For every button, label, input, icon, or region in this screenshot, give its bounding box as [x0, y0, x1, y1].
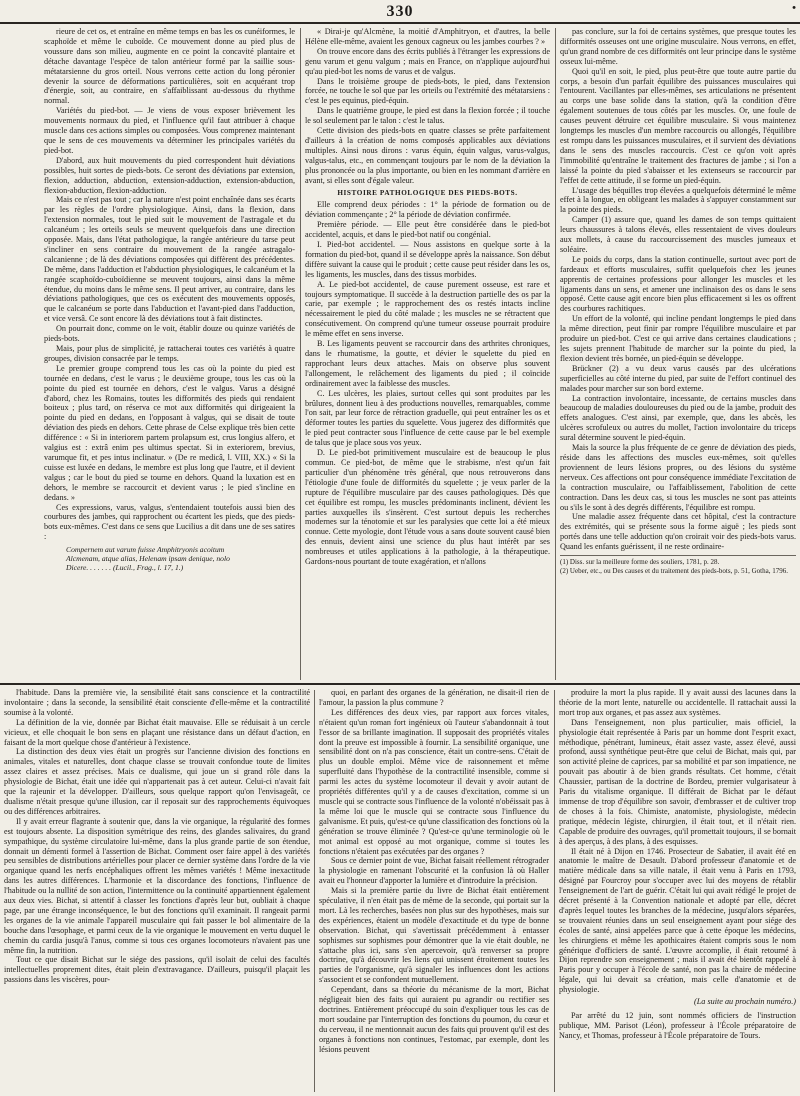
top-column-3	[560, 27, 796, 681]
paragraph: Camper (1) assure que, quand les dames de son temps quittaient leurs chaussures à talons élevés, elles ressentaient de vives douleurs aux mollets, à cause du raccourcissement des muscles jumeaux et soléaire.	[560, 215, 796, 254]
continued-note: (La suite au prochain numéro.)	[694, 997, 796, 1007]
paragraph: Sous ce dernier point de vue, Bichat faisait réellement rétrograder la physiologie en ramenant l'obscurité et la confusion là où Haller avait eu l'honneur d'apporter la lumière et d'introduire la précision.	[319, 856, 549, 886]
paragraph: produire la mort la plus rapide. Il y avait aussi des lacunes dans la théorie de la mort lente, naturelle ou accidentelle. Il rattachait aussi la mort trop aux organes, et pas assez aux systèmes.	[559, 688, 796, 717]
paragraph: Le poids du corps, dans la station continuelle, surtout avec port de fardeaux et efforts musculaires, suffit quelquefois chez les jeunes apprentis de certaines professions pour allonger les muscles et les ligaments dans un sens, et amener une inclinaison des os dans le sens opposé. Cette cause agit encore bien plus efficacement si les os offrent des courbures rachitiques.	[560, 254, 796, 314]
paragraph: La distinction des deux vies était un progrès sur l'ancienne division des fonctions en animales, vitales et naturelles, dont chaque classe se trouvait confondue toute de limites assez claires et assez précises. Mais ce dualisme, qui joue un si grand rôle dans la physiologie de Bichat, était une idée qui n'appartenait pas à cet auteur. Celui-ci n'avait fait que la rajeunir et la développer. D'ailleurs, sous quelque rapport qu'on l'envisageât, ce dualisme n'était presque qu'une illusion, car il reposait sur des rapprochements équivoques ou des différences arbitraires.	[4, 747, 310, 816]
bottom-col1-paragraphs	[4, 688, 310, 985]
bottom-col2-paragraphs	[319, 688, 549, 1055]
paragraph: A. Le pied-bot accidentel, de cause purement osseuse, est rare et toujours symptomatique. Il succède à la destruction partielle des os par la carie, par exemple ; le rapprochement des os restés intacts incline nécessairement le pied du côté malade ; les muscles ne se rétractent que consécutivement. On comprend qu'une tumeur osseuse pourrait produire le même effet en sens inverse.	[305, 279, 550, 339]
paragraph: Compernem aut varum fuisse Amphitryonis acoitum	[66, 545, 225, 555]
paragraph: I. Pied-bot accidentel. — Nous assistons en quelque sorte à la formation du pied-bot, quand il se développe après la naissance. Son début diffère suivant la cause qui le produit ; cette cause peut résider dans les os, les ligaments, les muscles, dans des tissus morbides.	[305, 240, 550, 279]
footnotes	[560, 555, 796, 575]
bottom-column-1	[4, 688, 310, 1092]
paragraph: (1) Diss. sur la meilleure forme des souliers, 1781, p. 28.	[560, 558, 720, 567]
column-divider	[314, 690, 315, 1092]
bottom-col3-paragraphs	[559, 688, 796, 995]
paragraph: l'habitude. Dans la première vie, la sensibilité était sans conscience et la contractilité involontaire ; dans la seconde, la sensibilité était consciente d'elle-même et la contractilité soumise à la volonté.	[4, 688, 310, 717]
paragraph: pas conclure, sur la foi de certains systèmes, que presque toutes les difformités osseuses ont une origine musculaire. Nous verrons, en effet, qu'un grand nombre de ces difformités ont leur principe dans le système osseux lui-même.	[560, 27, 796, 66]
top-col2b-paragraphs	[305, 200, 550, 567]
paragraph: Dans le quatrième groupe, le pied est dans la flexion forcée ; il touche le sol seulement par le talon : c'est le talus.	[305, 106, 550, 126]
lucilius-quote	[66, 545, 295, 572]
header-rule	[0, 22, 800, 24]
paragraph: Mais si la première partie du livre de Bichat était entièrement spéculative, il n'en était pas de même de la seconde, qui portait sur la mort. Là les recherches, basées non plus sur des hypothèses, mais sur des expériences, étaient un modèle d'exactitude et du type de bonne observation. Bichat, qui s'avertissait précédemment à entasser sophismes sur sophismes pour démontrer que la vie était double, ne s'attache plus ici, sans s'en apercevoir, qu'à renverser sa propre doctrine, qu'à découvrir les liens qui unissent étroitement toutes les parties de l'organisme, qu'à signaler les influences dont les actions s'associent et se confondent mutuellement.	[319, 886, 549, 985]
paragraph: Un effort de la volonté, qui incline pendant longtemps le pied dans la même direction, peut finir par rompre l'équilibre musculaire et par produire un pied-bot. C'est ce qui arrive dans certaines claudications ; les sujets prennent l'habitude de marcher sur la pointe du pied, la flexion devient très bornée, un pied-équin se développe.	[560, 314, 796, 363]
paragraph: Les différences des deux vies, par rapport aux forces vitales, n'étaient qu'un roman fort ingénieux où l'auteur s'abandonnait à tout l'essor de sa brillante imagination. Il supposait des propriétés vitales dont la preuve est impossible à fournir. La sensibilité organique, une sensibilité dont on n'a pas conscience, était un contre-sens. C'était de plus un double emploi. Même vice de raisonnement et même superfluité dans l'hypothèse de la contractilité insensible, comme si parmi les actes du système locomoteur il devait y avoir autant de propriétés différentes qu'il y a de causes d'excitation, comme si un muscle qui se contracte sous l'influence de la volonté n'obéissait pas à la même loi que le muscle qui se contracte sous l'influence du galvanisme. Et puis, qu'est-ce qu'une classification des fonctions où la génération se trouve éliminée ? Qu'est-ce qu'une terminologie où le mot animal est opposé au mot organique, comme si toutes les fonctions n'étaient pas exécutées par des organes ?	[319, 707, 549, 856]
paragraph: Dans l'enseignement, non plus particulier, mais officiel, la physiologie était représentée à Paris par un homme dont l'esprit exact, méthodique, pénétrant, lumineux, était assez vaste, assez élevé, aussi profond, aussi synthétique peut-être que celui de Bichat, mais qui, par son activité pleine de caprices, par sa mobilité et par son impatience, ne pouvait pas aboutir à de bien grands résultats. Cet homme, c'était Chaussier, partisan de la doctrine de Bordeu, premier vulgarisateur à Paris du vitalisme organique. Il différait de Bichat par le défaut immense de trop d'équilibre son savoir, d'embrasser et de cultiver trop de choses à la fois. Chimiste, anatomiste, physiologiste, médecin pratique, médecin légiste, chirurgien, il était tout, et il n'était rien. Capable de produire des ouvrages, qu'il promettait toujours, il se bornait à des aperçus, à des plans, à des esquisses.	[559, 717, 796, 846]
paragraph: Tout ce que disait Bichat sur le siége des passions, qu'il isolait de celui des facultés intellectuelles proprement dites, était plein d'extravagance. D'ailleurs, puisqu'il plaçait les passions dans les viscères, pour-	[4, 955, 310, 985]
paragraph: « Dirai-je qu'Alcmène, la moitié d'Amphitryon, et d'autres, la belle Hélène elle-même, avaient les genoux cagneux ou les jambes courbes ? »	[305, 27, 550, 46]
paragraph: La définition de la vie, donnée par Bichat était mauvaise. Elle se réduisait à un cercle vicieux, et elle choquait le bon sens en plaçant une résistance dans un défaut d'action, en faisant de la mort quelque chose d'antérieur à l'existence.	[4, 717, 310, 747]
paragraph: Elle comprend deux périodes : 1° la période de formation ou de déviation commençante ; 2° la période de déviation confirmée.	[305, 200, 550, 220]
paragraph: quoi, en parlant des organes de la génération, ne disait-il rien de l'amour, la passion la plus commune ?	[319, 688, 549, 707]
paragraph: D. Le pied-bot primitivement musculaire est de beaucoup le plus commun. Ce pied-bot, de même que le strabisme, n'est qu'un fait particulier d'un phénomène très général, que nous retrouverons dans l'étiologie d'une foule de difformités du squelette ; je veux parler de la rupture de l'équilibre musculaire par des causes pathologiques. Dès que cet équilibre est rompu, les muscles prédominants inclinent, dévient les parties auxquelles ils s'insèrent. C'est surtout depuis les recherches modernes sur la ténotomie et sur les paralysies que cette loi a été mieux connue. Cette myologie, dont l'étude vous a sans doute souvent causé bien des ennuis, devient ainsi une science du plus haut intérêt par ses nombreuses et utiles applications à la pathologie, à la thérapeutique. Gardons-nous pourtant de toute exagération, et n'allons	[305, 448, 550, 567]
bottom-column-2	[319, 688, 549, 1092]
paragraph: (2) Ueber, etc., ou Des causes et du traitement des pieds-bots, p. 51, Gotha, 1796.	[560, 566, 788, 575]
paragraph: Le premier groupe comprend tous les cas où la pointe du pied est tournée en dedans, c'est le varus ; le deuxième groupe, tous les cas où la pointe du pied est tournée en dehors, c'est le valgus. Varus a désigné d'abord, chez les Romains, toutes les difformités des pieds qui rendaient boiteux ; plus tard, on réserva ce mot aux difformités qui dirigeaient la pointe du pied en dedans, en l'opposant à valgus, qui se disait de toute déviation des pieds en dehors. Cette phrase de Celse explique très bien cette différence : « Si in interiorem partem prolapsum est, crus longius alfero, et valgius est : extrâ enim pes ultimus spectat. Si in exteriorem, brevius, varumque fit, et pes intus inclinatur. » (De re medicâ, l. VIII, XX.) « Si la cuisse est luxée en dedans, le membre est plus long que l'autre, et il devient valgus ; car le bout du pied se tourne en dehors. Quand la luxation est en dehors, le membre se raccourcit et devient varus ; le pied s'incline en dedans. »	[44, 363, 295, 502]
paragraph: L'usage des béquilles trop élevées a quelquefois déterminé le même effet à la longue, en obligeant les malades à s'appuyer constamment sur la pointe des pieds.	[560, 185, 796, 215]
paragraph: Une maladie assez fréquente dans cet hôpital, c'est la contracture des extrémités, qui se présente sous la forme aiguë ; les pieds sont portés dans une telle adduction qu'on croirait voir des pieds-bots varus. Quand les enfants guérissent, il ne reste ordinaire-	[560, 512, 796, 552]
top-col2-paragraphs	[305, 27, 550, 186]
paragraph: Alcmenam, atque alias, Helenam ipsam denique, nolo	[66, 554, 230, 564]
paragraph: Il était né à Dijon en 1746. Prosecteur de Sabatier, il avait été en anatomie le maître de Desault. D'abord professeur d'anatomie et de matière médicale dans sa ville natale, il était venu à Paris en 1793, désigné par Fourcroy pour s'occuper avec lui des moyens de rétablir l'enseignement de l'art de guérir. C'était lui qui avait rédigé le projet de décret présenté à la Convention nationale et adopté par elle, décret d'après lequel toutes les branches de la médecine, jusqu'alors séparées, se trouvaient réunies dans un seul enseignement ayant pour siége des écoles de santé, ainsi appelées parce que à cette époque les médecins, les chirurgiens et même les apothicaires étaient compris sous le nom générique d'officiers de santé. L'œuvre accomplie, il était retourné à Dijon reprendre son enseignement ; mais il avait été bientôt rappelé à Paris pour y occuper à l'école de santé, non pas la chaire de médecine légale, qui lui devait sa création, mais celle d'anatomie et de physiologie.	[559, 846, 796, 995]
paragraph: Cependant, dans sa théorie du mécanisme de la mort, Bichat négligeait bien des faits qui auraient pu agrandir ou rectifier ses doctrines. Entièrement préoccupé du soin d'expliquer tous les cas de mort soudaine par l'interruption des fonctions du poumon, du cœur et du cerveau, il ne mentionnait aucun des faits qui prouvent qu'il est des organes à fonctions non continues, l'estomac, par exemple, dont les lésions peuvent	[319, 985, 549, 1054]
column-divider	[555, 28, 556, 680]
paragraph: Brückner (2) a vu deux varus causés par des ulcérations superficielles au côté interne du pied, par suite de l'effort continuel des malades pour marcher sur son bord externe.	[560, 363, 796, 393]
paragraph: Mais, pour plus de simplicité, je rattacherai toutes ces variétés à quatre groupes, division consacrée par le temps.	[44, 344, 295, 363]
section-heading: HISTOIRE PATHOLOGIQUE DES PIEDS-BOTS.	[337, 188, 518, 197]
paragraph: Dicere. . . . . . . (Lucil., Frag., l. 17, 1.)	[66, 563, 184, 573]
paragraph: D'abord, aux huit mouvements du pied correspondent huit déviations possibles, huit sortes de pieds-bots. Ce seront des déviations par extension, flexion, adduction, abduction, extension-adduction, extension-abduction, flexion-abduction, flexion-adduction.	[44, 155, 295, 195]
corner-mark: •	[792, 2, 796, 14]
decree-paragraph: Par arrêté du 12 juin, sont nommés officiers de l'instruction publique, MM. Parisot (Léon), professeur à l'École préparatoire de Nancy, et Thomas, professeur à l'École préparatoire de Tours.	[559, 1011, 796, 1040]
paragraph: Dans le troisième groupe de pieds-bots, le pied, dans l'extension forcée, ne touche le sol que par les orteils ou l'extrémité des métatarsiens : c'est le pes equinus, pied-équin.	[305, 76, 550, 106]
paragraph: Cette division des pieds-bots en quatre classes se prête parfaitement d'ailleurs à la création de noms composés applicables aux déviations multiples. Ainsi nous dirons : varus équin, équin valgus, varus-valgus, valgus-talus, etc., en commençant toujours par le nom de la déviation la plus prononcée ou la plus importante, ou bien en les nommant d'arrière en avant, si elles sont d'égale valeur.	[305, 126, 550, 185]
paragraph: Variétés du pied-bot. — Je viens de vous exposer brièvement les mouvements normaux du pied, et l'influence qu'il faut attribuer à chaque muscle dans ces actions simples ou composées. Vous comprenez maintenant que le sens de ces mouvements va déterminer les principales variétés du pied-bot.	[44, 106, 295, 155]
paragraph: On trouve encore dans des écrits publiés à l'étranger les expressions de genu varum et genu valgum ; mais en France, on n'applique aujourd'hui qu'au pied-bot les noms de varus et de valgus.	[305, 46, 550, 76]
section-rule	[0, 683, 800, 685]
top-col3-paragraphs	[560, 27, 796, 552]
paragraph: Quoi qu'il en soit, le pied, plus peut-être que toute autre partie du corps, a besoin d'un parfait équilibre des puissances musculaires qui l'entourent. Vacillantes par elles-mêmes, ses articulations ne présentent au corps une base solide dans la station, qu'à la condition d'être également soutenues de tous côtés par les muscles. Or, une foule de causes peuvent détruire cet équilibre musculaire. Si vous maintenez longtemps les muscles d'un membre raccourcis ou allongés, l'équilibre est rompu dans les puissances musculaires, et il survient des déviations dans le sens des muscles raccourcis. C'est ce qu'on voit après l'immobilité qu'entraîne le traitement des fractures de jambe ; si l'on a laissé la pointe du pied s'abaisser et les extenseurs se raccourcir par l'effet de cette attitude, il se forme un pied-équin.	[560, 66, 796, 185]
paragraph: Il y avait erreur flagrante à soutenir que, dans la vie organique, la régularité des formes est toujours absente. La disposition symétrique des reins, des glandes salivaires, du grand sympathique, du système circulatoire lui-même, dans la plus grande partie de son étendue, donnait un démenti formel à l'assertion de Bichat. Comment oser faire appel à des variétés peu sensibles de distributions artérielles pour placer ce dernier système dans l'ordre de la vie organique quand les nerfs encéphaliques offrent les mêmes variétés ! Même inexactitude dans les autres différences. L'harmonie et la discordance des fonctions, l'influence de l'habitude ou la nullité de son action, l'intermittence ou la continuité appartiennent également aux deux vies. Bichat, si attentif à classer les fonctions d'après leur but, oubliait à chaque page, par une étrange inconséquence, le but des fonctions qu'il examinait. Il rangeait parmi les organes de la vie animale l'appareil musculaire qui fait passer le bol alimentaire de la bouche dans l'œsophage, et parmi ceux de la vie organique le mouvement en vertu duquel le chemin du cardia jusqu'à l'anus, comme si tous ces organes locomoteurs n'avaient pas une même fin, la nutrition.	[4, 816, 310, 955]
page-number: 330	[386, 3, 414, 20]
paragraph: Première période. — Elle peut être considérée dans le pied-bot accidentel, acquis, et dans le pied-bot natif ou congénial.	[305, 220, 550, 240]
paragraph: La contraction involontaire, incessante, de certains muscles dans beaucoup de maladies douloureuses du pied ou de la jambe, produit des effets analogues. C'est ainsi, par exemple, que, dans les abcès, les ulcères scrofuleux ou autres du mollet, l'action involontaire du triceps sural détermine souvent le pied-équin.	[560, 393, 796, 443]
paragraph: Mais ce n'est pas tout ; car la nature n'est point enchaînée dans ses écarts par les règles de l'ordre physiologique. Ainsi, dans la flexion, dans l'extension normales, tout le pied suit le mouvement de l'astragale et du calcanéum ; les orteils seuls se meuvent quelquefois dans une direction opposée. Mais, dans l'état pathologique, la rangée antérieure du tarse peut s'incliner en sens contraire du mouvement de la rangée astragalo-calcanienne ; de là des déviations composées qui diffèrent des précédentes. De même, dans l'adduction et l'abduction physiologiques, le calcanéum et la rangée scaphoïdo-cuboïdienne se meuvent toujours, ainsi dans la même étendue, du moins dans le même sens. Il peut arriver, au contraire, dans les déviations pathologiques, que ces os exécutent des mouvements opposés, que le calcanéum se porte dans l'abduction et l'avant-pied dans l'adduction, et vice versâ. Ce sont encore là des déviations tout à fait distinctes.	[44, 195, 295, 324]
paragraph: C. Les ulcères, les plaies, surtout celles qui sont produites par les brûlures, donnent lieu à des productions nouvelles, remarquables, comme l'on sait, par leur force de rétraction graduelle, qui peut entraîner les os et déformer toutes les parties du squelette. Vous jugerez des difformités que le pied peut contracter sous l'influence de cette cause par le bel exemple de talus que je place sous vos yeux.	[305, 388, 550, 448]
paragraph: rieure de cet os, et entraîne en même temps en bas les os cunéiformes, le scaphoïde et même le cuboïde. Ce mouvement donne au pied plus de voussure dans son milieu, augmente en ce point la concavité plantaire et détache davantage l'espèce de talon antérieur formé par la saillie sous-métatarsienne du gros orteil. Nous verrons cette action du long péronier devenir la source de déformations particulières, soit en acquérant trop d'énergie, soit, au contraire, en s'affaiblissant au-dessous du rhythme normal.	[44, 27, 295, 106]
paragraph: On pourrait donc, comme on le voit, établir douze ou quinze variétés de pieds-bots.	[44, 324, 295, 344]
top-column-2	[305, 27, 550, 681]
top-col1-paragraphs	[44, 27, 295, 542]
paragraph: Ces expressions, varus, valgus, s'entendaient toutefois aussi bien des courbures des jambes, qui rapprochent ou écartent les pieds, que des pieds-bots eux-mêmes. C'est dans ce sens que Lucilius a dit dans une de ses satires :	[44, 502, 295, 542]
bottom-column-3	[559, 688, 796, 1092]
column-divider	[554, 690, 555, 1092]
paragraph: B. Les ligaments peuvent se raccourcir dans des arthrites chroniques, dans le rhumatisme, la goutte, et dévier le squelette du pied en rapprochant leurs deux attaches. Mais on observe plus souvent l'allongement, le relâchement des ligaments du pied ; il coïncide ordinairement avec la faiblesse des muscles.	[305, 339, 550, 388]
top-column-1	[44, 27, 295, 681]
paragraph: Mais la source la plus fréquente de ce genre de déviation des pieds, réside dans les affections des muscles eux-mêmes, soit qu'elles proviennent de leurs lésions propres, ou des lésions du système nerveux. Ces affections ont pour conséquence immédiate l'excitation de la contraction musculaire, ou l'affaiblissement, l'abolition de cette contraction. Dans les deux cas, si tous les muscles ne sont pas atteints ou s'ils le sont à des degrés différents, l'équilibre est rompu.	[560, 443, 796, 512]
column-divider	[300, 28, 301, 680]
